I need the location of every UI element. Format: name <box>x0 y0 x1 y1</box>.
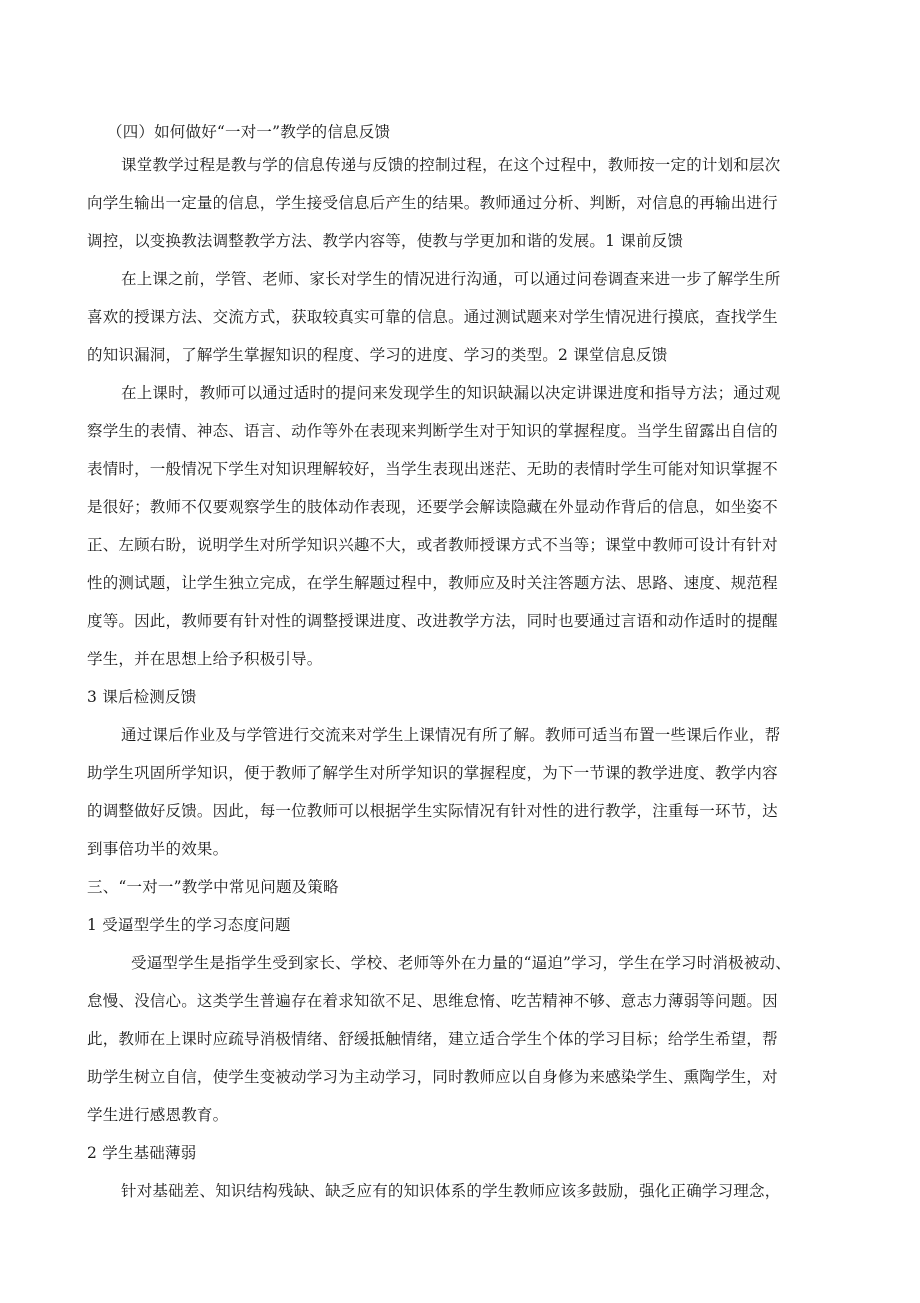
section-heading-feedback: （四）如何做好“一对一”教学的信息反馈 <box>107 123 391 141</box>
section-heading-problems: 三、“一对一”教学中常见问题及策略 <box>87 878 339 896</box>
paragraph-line: 是很好；教师不仅要观察学生的肢体动作表现，还要学会解读隐藏在外显动作背后的信息，如坐姿不 <box>87 498 778 516</box>
paragraph-line: 正、左顾右盼，说明学生对所学知识兴趣不大，或者教师授课方式不当等；课堂中教师可设计有针对 <box>87 536 778 554</box>
subheading-post-class-feedback: 3 课后检测反馈 <box>87 688 197 706</box>
paragraph-line: 表情时，一般情况下学生对知识理解较好，当学生表现出迷茫、无助的表情时学生可能对知识掌握不 <box>87 460 778 478</box>
paragraph-line: 怠慢、没信心。这类学生普遍存在着求知欲不足、思维怠惰、吃苦精神不够、意志力薄弱等问题。因 <box>87 992 778 1010</box>
paragraph-line: 察学生的表情、神态、语言、动作等外在表现来判断学生对于知识的掌握程度。当学生留露出自信的 <box>87 422 778 440</box>
paragraph-line: 学生进行感恩教育。 <box>87 1106 229 1124</box>
paragraph-line: 的调整做好反馈。因此，每一位教师可以根据学生实际情况有针对性的进行教学，注重每一环节，达 <box>87 802 778 820</box>
subheading-forced-students: 1 受逼型学生的学习态度问题 <box>87 916 291 934</box>
paragraph-line: 到事倍功半的效果。 <box>87 840 229 858</box>
paragraph-line: 通过课后作业及与学管进行交流来对学生上课情况有所了解。教师可适当布置一些课后作业，帮 <box>121 726 781 744</box>
paragraph-line: 针对基础差、知识结构残缺、缺乏应有的知识体系的学生教师应该多鼓励，强化正确学习理念， <box>121 1182 781 1200</box>
paragraph-line: 向学生输出一定量的信息，学生接受信息后产生的结果。教师通过分析、判断，对信息的再输出进行 <box>87 194 778 212</box>
paragraph-line: 课堂教学过程是教与学的信息传递与反馈的控制过程，在这个过程中，教师按一定的计划和层次 <box>121 156 781 174</box>
paragraph-line: 的知识漏洞，了解学生掌握知识的程度、学习的进度、学习的类型。2 课堂信息反馈 <box>87 346 668 364</box>
paragraph-line: 学生，并在思想上给予积极引导。 <box>87 650 323 668</box>
paragraph-line: 在上课之前，学管、老师、家长对学生的情况进行沟通，可以通过问卷调查来进一步了解学生所 <box>121 270 781 288</box>
paragraph-line: 助学生巩固所学知识，便于教师了解学生对所学知识的掌握程度，为下一节课的教学进度、教学内容 <box>87 764 778 782</box>
paragraph-line: 调控，以变换教法调整教学方法、教学内容等，使教与学更加和谐的发展。1 课前反馈 <box>87 232 684 250</box>
paragraph-line: 喜欢的授课方法、交流方式，获取较真实可靠的信息。通过测试题来对学生情况进行摸底，查找学生 <box>87 308 778 326</box>
paragraph-line: 此，教师在上课时应疏导消极情绪、舒缓抵触情绪，建立适合学生个体的学习目标；给学生希望，帮 <box>87 1030 778 1048</box>
paragraph-line: 受逼型学生是指学生受到家长、学校、老师等外在力量的“逼迫”学习，学生在学习时消极被动、 <box>131 954 791 972</box>
paragraph-line: 助学生树立自信，使学生变被动学习为主动学习，同时教师应以自身修为来感染学生、熏陶学生，对 <box>87 1068 778 1086</box>
subheading-weak-foundation: 2 学生基础薄弱 <box>87 1144 197 1162</box>
paragraph-line: 性的测试题，让学生独立完成，在学生解题过程中，教师应及时关注答题方法、思路、速度、规范程 <box>87 574 778 592</box>
paragraph-line: 度等。因此，教师要有针对性的调整授课进度、改进教学方法，同时也要通过言语和动作适时的提醒 <box>87 612 778 630</box>
paragraph-line: 在上课时，教师可以通过适时的提问来发现学生的知识缺漏以决定讲课进度和指导方法；通过观 <box>121 384 781 402</box>
